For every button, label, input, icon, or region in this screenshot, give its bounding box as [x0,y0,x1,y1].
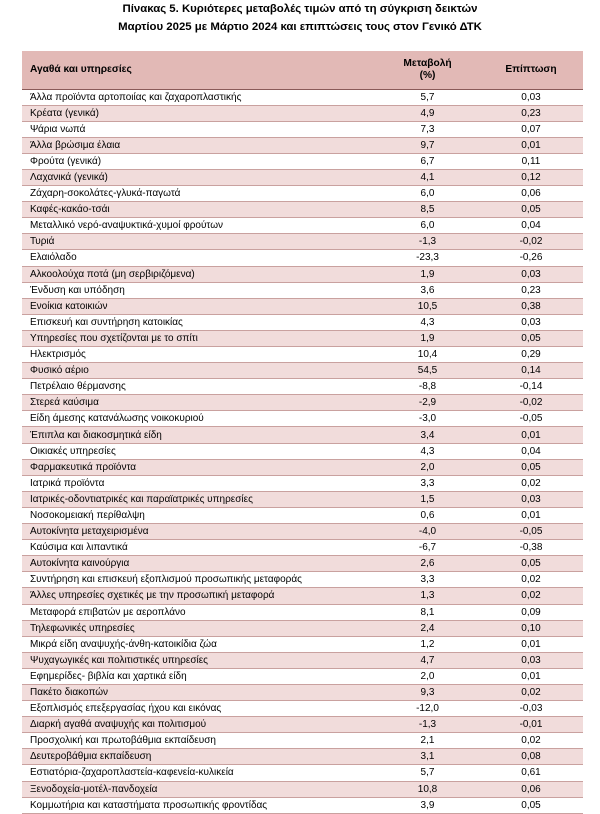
change-cell: 3,6 [376,282,479,298]
impact-cell: -0,01 [479,717,583,733]
change-cell: 6,0 [376,218,479,234]
table-row [22,266,583,282]
table-row [22,379,583,395]
table-header-row [22,51,583,89]
table-row [22,524,583,540]
table-row [22,153,583,169]
item-cell: Ψάρια νωπά [22,121,376,137]
item-cell: Αυτοκίνητα καινούργια [22,556,376,572]
table-row [22,556,583,572]
change-cell: 1,9 [376,266,479,282]
item-cell: Οικιακές υπηρεσίες [22,443,376,459]
table-row [22,137,583,153]
item-cell: Τηλεφωνικές υπηρεσίες [22,620,376,636]
table-row [22,395,583,411]
impact-cell: 0,04 [479,218,583,234]
table-row [22,218,583,234]
impact-cell: 0,05 [479,459,583,475]
change-cell: 1,9 [376,330,479,346]
item-cell: Φυσικό αέριο [22,363,376,379]
item-cell: Καφές-κακάο-τσάι [22,202,376,218]
item-cell: Αυτοκίνητα μεταχειρισμένα [22,524,376,540]
change-cell: 9,3 [376,684,479,700]
caption-line-2: Μαρτίου 2025 με Μάρτιο 2024 και επιπτώσεις τους στον Γενικό ΔΤΚ [118,21,482,33]
item-cell: Διαρκή αγαθά αναψυχής και πολιτισμού [22,717,376,733]
item-cell: Ιατρικές-οδοντιατρικές και παραϊατρικές υπηρεσίες [22,491,376,507]
change-cell: -23,3 [376,250,479,266]
impact-cell: 0,01 [479,427,583,443]
item-cell: Άλλα βρώσιμα έλαια [22,137,376,153]
change-cell: 1,2 [376,636,479,652]
change-cell: 2,0 [376,668,479,684]
impact-cell: -0,14 [479,379,583,395]
item-cell: Προσχολική και πρωτοβάθμια εκπαίδευση [22,733,376,749]
item-cell: Ελαιόλαδο [22,250,376,266]
table-row [22,797,583,813]
table-row [22,186,583,202]
impact-cell: 0,01 [479,636,583,652]
impact-cell: 0,05 [479,202,583,218]
change-cell: 7,3 [376,121,479,137]
item-cell: Μεταφορά επιβατών με αεροπλάνο [22,604,376,620]
table-row [22,507,583,523]
item-cell: Ξενοδοχεία-μοτέλ-πανδοχεία [22,781,376,797]
change-cell: 4,9 [376,105,479,121]
item-cell: Πετρέλαιο θέρμανσης [22,379,376,395]
impact-cell: 0,01 [479,668,583,684]
change-cell: 3,4 [376,427,479,443]
change-cell: 8,1 [376,604,479,620]
impact-cell: 0,02 [479,588,583,604]
item-cell: Φρούτα (γενικά) [22,153,376,169]
table-row [22,491,583,507]
table-row [22,701,583,717]
change-cell: 2,0 [376,459,479,475]
price-changes-table [22,51,583,814]
table-row [22,89,583,105]
item-cell: Ηλεκτρισμός [22,347,376,363]
table-row [22,298,583,314]
caption-line-1: Πίνακας 5. Κυριότερες μεταβολές τιμών από τη σύγκριση δεικτών [122,3,478,15]
impact-cell: -0,03 [479,701,583,717]
table-row [22,314,583,330]
change-cell: -3,0 [376,411,479,427]
item-cell: Στερεά καύσιμα [22,395,376,411]
impact-cell: 0,03 [479,89,583,105]
item-cell: Άλλα προϊόντα αρτοποιίας και ζαχαροπλαστικής [22,89,376,105]
impact-cell: 0,23 [479,282,583,298]
table-row [22,572,583,588]
table-row [22,105,583,121]
impact-cell: 0,23 [479,105,583,121]
change-cell: 0,6 [376,507,479,523]
table-row [22,475,583,491]
change-cell: -8,8 [376,379,479,395]
impact-cell: 0,05 [479,330,583,346]
change-cell: 1,5 [376,491,479,507]
header-change-unit: (%) [419,69,436,81]
item-cell: Μικρά είδη αναψυχής-άνθη-κατοικίδια ζώα [22,636,376,652]
change-cell: 10,8 [376,781,479,797]
change-cell: 2,6 [376,556,479,572]
impact-cell: -0,02 [479,234,583,250]
impact-cell: 0,06 [479,186,583,202]
change-cell: 5,7 [376,89,479,105]
impact-cell: 0,03 [479,314,583,330]
change-cell: 4,3 [376,443,479,459]
table-row [22,684,583,700]
item-cell: Μεταλλικό νερό-αναψυκτικά-χυμοί φρούτων [22,218,376,234]
impact-cell: -0,26 [479,250,583,266]
change-cell: 5,7 [376,765,479,781]
header-change [376,51,479,89]
table-row [22,588,583,604]
impact-cell: 0,02 [479,572,583,588]
change-cell: -4,0 [376,524,479,540]
table-row [22,411,583,427]
change-cell: -1,3 [376,717,479,733]
change-cell: 4,7 [376,652,479,668]
change-cell: 1,3 [376,588,479,604]
item-cell: Ένδυση και υπόδηση [22,282,376,298]
impact-cell: 0,03 [479,491,583,507]
table-row [22,443,583,459]
table-row [22,459,583,475]
impact-cell: 0,05 [479,556,583,572]
item-cell: Υπηρεσίες που σχετίζονται με το σπίτι [22,330,376,346]
change-cell: -12,0 [376,701,479,717]
impact-cell: 0,61 [479,765,583,781]
item-cell: Δευτεροβάθμια εκπαίδευση [22,749,376,765]
table-body [22,89,583,813]
table-row [22,330,583,346]
table-row [22,169,583,185]
change-cell: -1,3 [376,234,479,250]
change-cell: 10,4 [376,347,479,363]
table-row [22,717,583,733]
impact-cell: 0,10 [479,620,583,636]
item-cell: Αλκοολούχα ποτά (μη σερβιριζόμενα) [22,266,376,282]
impact-cell: -0,05 [479,524,583,540]
impact-cell: 0,03 [479,652,583,668]
header-change-label: Μεταβολή [403,57,452,69]
impact-cell: 0,09 [479,604,583,620]
impact-cell: 0,01 [479,507,583,523]
change-cell: 2,1 [376,733,479,749]
table-row [22,121,583,137]
item-cell: Τυριά [22,234,376,250]
item-cell: Πακέτο διακοπών [22,684,376,700]
item-cell: Είδη άμεσης κατανάλωσης νοικοκυριού [22,411,376,427]
item-cell: Νοσοκομειακή περίθαλψη [22,507,376,523]
table-row [22,781,583,797]
table-row [22,733,583,749]
impact-cell: 0,05 [479,797,583,813]
item-cell: Ενοίκια κατοικιών [22,298,376,314]
table-row [22,749,583,765]
change-cell: 3,1 [376,749,479,765]
change-cell: 2,4 [376,620,479,636]
impact-cell: 0,03 [479,266,583,282]
impact-cell: 0,01 [479,137,583,153]
impact-cell: 0,12 [479,169,583,185]
change-cell: 3,3 [376,475,479,491]
impact-cell: 0,07 [479,121,583,137]
impact-cell: 0,38 [479,298,583,314]
table-row [22,540,583,556]
change-cell: -6,7 [376,540,479,556]
impact-cell: 0,11 [479,153,583,169]
table-row [22,668,583,684]
table-row [22,250,583,266]
change-cell: 10,5 [376,298,479,314]
table-row [22,765,583,781]
table-row [22,620,583,636]
change-cell: 9,7 [376,137,479,153]
change-cell: 6,0 [376,186,479,202]
table-row [22,347,583,363]
impact-cell: 0,02 [479,475,583,491]
item-cell: Ιατρικά προϊόντα [22,475,376,491]
impact-cell: 0,14 [479,363,583,379]
item-cell: Λαχανικά (γενικά) [22,169,376,185]
change-cell: -2,9 [376,395,479,411]
impact-cell: 0,29 [479,347,583,363]
impact-cell: -0,05 [479,411,583,427]
change-cell: 54,5 [376,363,479,379]
header-impact: Επίπτωση [479,51,583,89]
change-cell: 4,3 [376,314,479,330]
header-item: Αγαθά και υπηρεσίες [22,51,376,89]
table-row [22,652,583,668]
item-cell: Ζάχαρη-σοκολάτες-γλυκά-παγωτά [22,186,376,202]
table-row [22,282,583,298]
impact-cell: -0,38 [479,540,583,556]
table-row [22,202,583,218]
table-row [22,363,583,379]
impact-cell: 0,04 [479,443,583,459]
change-cell: 8,5 [376,202,479,218]
table-row [22,427,583,443]
change-cell: 3,9 [376,797,479,813]
item-cell: Συντήρηση και επισκευή εξοπλισμού προσωπικής μεταφοράς [22,572,376,588]
impact-cell: 0,08 [479,749,583,765]
impact-cell: 0,02 [479,733,583,749]
item-cell: Κομμωτήρια και καταστήματα προσωπικής φροντίδας [22,797,376,813]
impact-cell: -0,02 [479,395,583,411]
item-cell: Ψυχαγωγικές και πολιτιστικές υπηρεσίες [22,652,376,668]
impact-cell: 0,06 [479,781,583,797]
item-cell: Εξοπλισμός επεξεργασίας ήχου και εικόνας [22,701,376,717]
item-cell: Κρέατα (γενικά) [22,105,376,121]
item-cell: Επισκευή και συντήρηση κατοικίας [22,314,376,330]
change-cell: 3,3 [376,572,479,588]
table-row [22,604,583,620]
item-cell: Εφημερίδες- βιβλία και χαρτικά είδη [22,668,376,684]
table-row [22,234,583,250]
item-cell: Άλλες υπηρεσίες σχετικές με την προσωπική μεταφορά [22,588,376,604]
item-cell: Έπιπλα και διακοσμητικά είδη [22,427,376,443]
item-cell: Καύσιμα και λιπαντικά [22,540,376,556]
change-cell: 4,1 [376,169,479,185]
item-cell: Φαρμακευτικά προϊόντα [22,459,376,475]
impact-cell: 0,02 [479,684,583,700]
table-row [22,636,583,652]
item-cell: Εστιατόρια-ζαχαροπλαστεία-καφενεία-κυλικεία [22,765,376,781]
change-cell: 6,7 [376,153,479,169]
